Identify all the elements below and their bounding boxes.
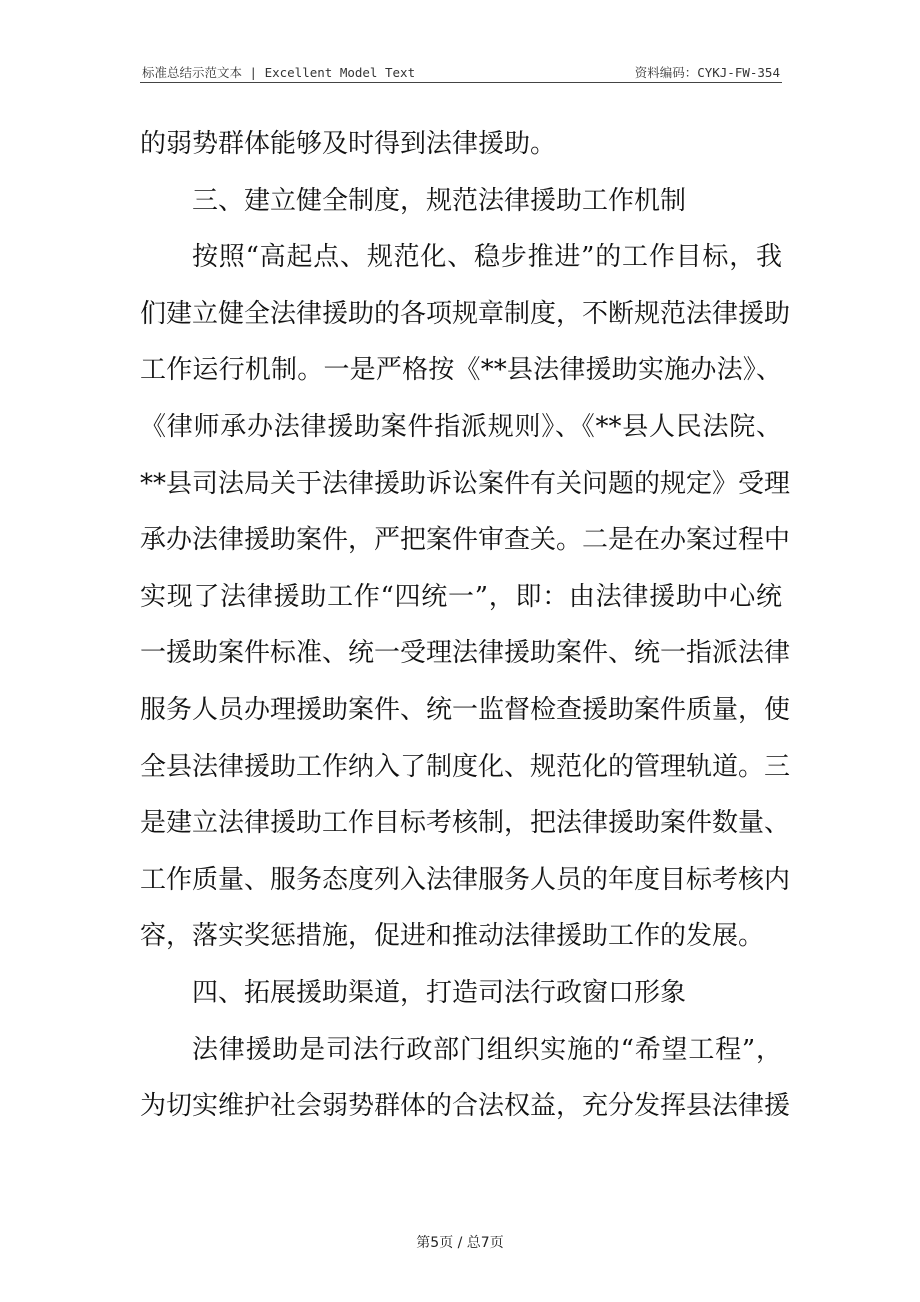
header-doc-type: 标准总结示范文本 | Excellent Model Text [142, 65, 416, 80]
paragraph-line: 工作质量、服务态度列入法律服务人员的年度目标考核内 [140, 864, 791, 895]
paragraph-line: 的弱势群体能够及时得到法律援助。 [140, 129, 557, 159]
paragraph-line: 为切实维护社会弱势群体的合法权益，充分发挥县法律援 [140, 1091, 791, 1122]
paragraph-line: 实现了法律援助工作“四统一”，即：由法律援助中心统 [140, 581, 782, 612]
header-doc-code: 资料编码：CYKJ-FW-354 [634, 65, 780, 80]
document-body [140, 116, 791, 1135]
paragraph-line: 们建立健全法律援助的各项规章制度，不断规范法律援助 [140, 298, 791, 329]
paragraph-line: 承办法律援助案件，严把案件审查关。二是在办案过程中 [140, 525, 791, 556]
page-header [140, 62, 782, 83]
paragraph-line: 工作运行机制。一是严格按《**县法律援助实施办法》、 [140, 355, 782, 386]
paragraph-line: 《律师承办法律援助案件指派规则》、《**县人民法院、 [140, 411, 782, 442]
paragraph-line: 是建立法律援助工作目标考核制，把法律援助案件数量、 [140, 808, 791, 839]
paragraph-line: 容，落实奖惩措施，促进和推动法律援助工作的发展。 [140, 921, 765, 952]
paragraph-line: **县司法局关于法律援助诉讼案件有关问题的规定》受理 [140, 468, 791, 499]
section-heading: 四、拓展援助渠道，打造司法行政窗口形象 [192, 977, 687, 1008]
paragraph-line: 全县法律援助工作纳入了制度化、规范化的管理轨道。三 [140, 751, 791, 782]
paragraph-line: 按照“高起点、规范化、稳步推进”的工作目标，我 [192, 242, 782, 273]
paragraph-line: 一援助案件标准、统一受理法律援助案件、统一指派法律 [140, 638, 791, 669]
section-heading: 三、建立健全制度，规范法律援助工作机制 [192, 185, 687, 216]
paragraph-line: 法律援助是司法行政部门组织实施的“希望工程”， [192, 1034, 782, 1065]
page-number: 第5页 / 总7页 [416, 1235, 504, 1251]
paragraph-line: 服务人员办理援助案件、统一监督检查援助案件质量，使 [140, 694, 791, 725]
